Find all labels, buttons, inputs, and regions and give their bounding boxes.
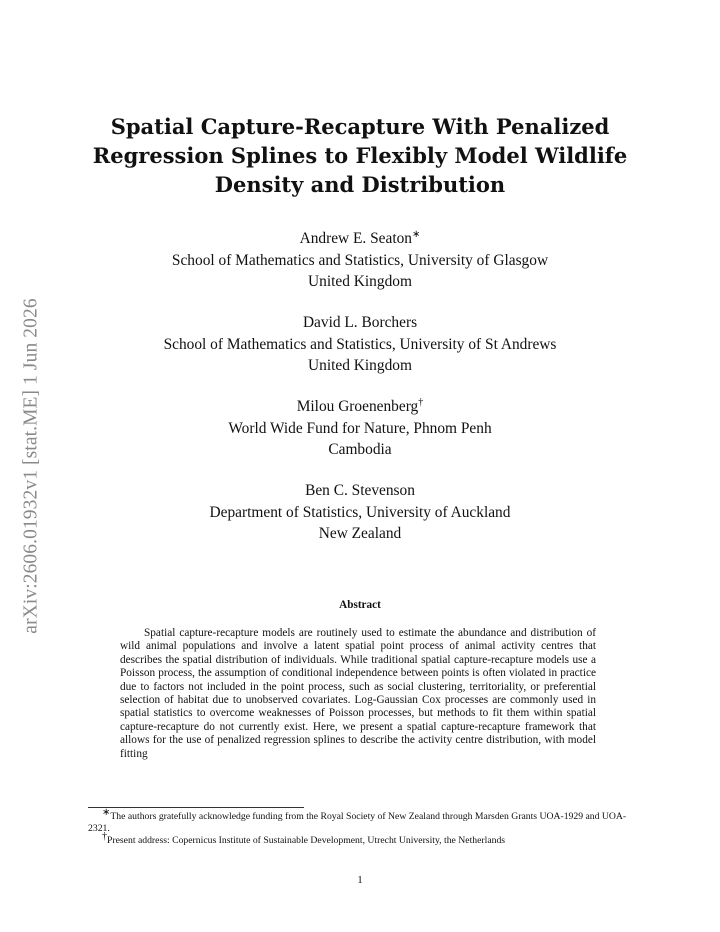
author-affiliation: Department of Statistics, University of Auckland (209, 503, 511, 521)
abstract-heading: Abstract (339, 599, 381, 611)
author-name: Ben C. Stevenson (305, 482, 415, 499)
footnote-mark: † (102, 830, 107, 842)
footnotes (88, 806, 633, 847)
footnote-2 (88, 830, 633, 847)
author-block-3 (80, 396, 640, 461)
author-block-2 (80, 312, 640, 377)
paper-title: Spatial Capture-Recapture With Penalized Regression Splines to Flexibly Model Wildlife Density and Distribution (92, 114, 628, 197)
footnote-1 (88, 806, 633, 835)
author-affiliation: World Wide Fund for Nature, Phnom Penh (228, 419, 492, 437)
footnote-mark: ∗ (102, 806, 111, 818)
footnote-text: The authors gratefully acknowledge funding from the Royal Society of New Zealand through Marsden Grants UOA-1929 and UOA-2321. (88, 811, 627, 834)
author-block-4 (80, 480, 640, 545)
footnote-text: Present address: Copernicus Institute of Sustainable Development, Utrecht University, the Netherlands (107, 835, 506, 846)
author-affiliation: School of Mathematics and Statistics, University of St Andrews (163, 335, 557, 353)
abstract-text: Spatial capture-recapture models are routinely used to estimate the abundance and distribution of wild animal populations and involve a latent spatial point process of animal activity centres that describes the spatial distribution of individuals. While traditional spatial capture-recapture models use a Poisson process, the assumption of conditional independence between points is often violated in practice due to factors not included in the point process, such as social clustering, territoriality, or preferential selection of habitat due to unobserved covariates. Log-Gaussian Cox processes are commonly used in spatial statistics to overcome weaknesses of Poisson processes, but methods to fit them within spatial capture-recapture do not currently exist. Here, we present a spatial capture-recapture framework that allows for the use of penalized regression splines to describe the activity centre distribution, with model fitting (120, 627, 596, 760)
author-affiliation: School of Mathematics and Statistics, University of Glasgow (171, 251, 549, 269)
author-name: David L. Borchers (302, 314, 418, 331)
author-country: United Kingdom (308, 357, 412, 374)
author-name: Milou Groenenberg (296, 398, 419, 415)
footnote-mark: † (418, 396, 424, 408)
footnote-mark: ∗ (412, 228, 421, 240)
author-name: Andrew E. Seaton (299, 230, 413, 247)
footnote-divider (88, 807, 304, 808)
author-country: Cambodia (328, 441, 392, 458)
arxiv-identifier-text: arXiv:2606.01932v1 [stat.ME] 1 Jun 2026 (21, 297, 42, 634)
author-block-1 (80, 228, 640, 293)
page-number: 1 (357, 874, 363, 886)
author-country: United Kingdom (308, 273, 412, 290)
author-country: New Zealand (318, 525, 402, 542)
